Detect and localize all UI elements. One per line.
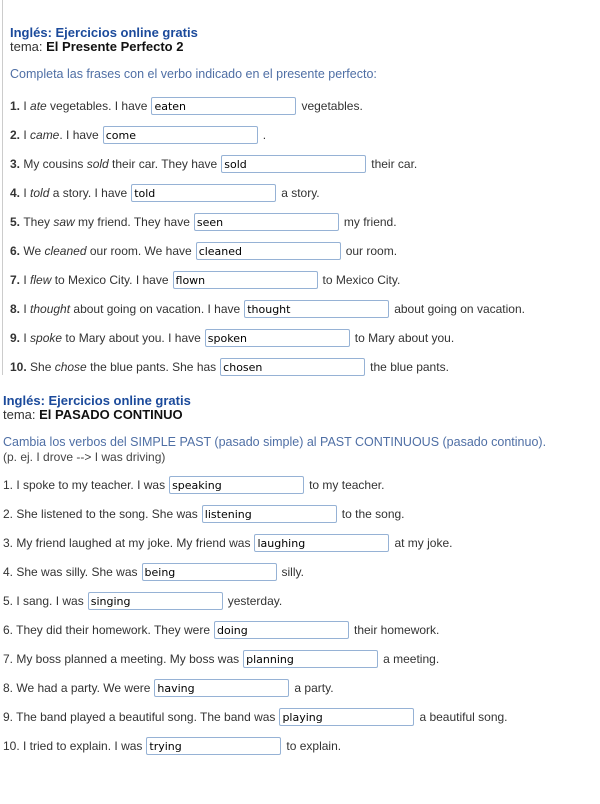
exercise-text: . I have — [59, 128, 99, 143]
exercise-text: I — [23, 331, 31, 346]
exercise-text: to explain. — [286, 739, 342, 754]
exercise-text: to Mexico City. I have — [51, 273, 169, 288]
exercise-text: my friend. — [343, 215, 397, 230]
exercise-row — [3, 621, 600, 640]
exercise-text: cleaned — [44, 244, 87, 259]
exercise-text: I — [23, 128, 31, 143]
answer-input[interactable] — [221, 155, 366, 173]
exercise-text: silly. — [281, 565, 304, 580]
exercise-text: I tried to explain. I was — [23, 739, 143, 754]
exercise-text: flew — [30, 273, 52, 288]
exercise-row — [3, 592, 600, 611]
exercise-text: She — [30, 360, 55, 375]
exercise-text: chose — [54, 360, 87, 375]
exercise-text: a story. I have — [49, 186, 128, 201]
exercise-row — [10, 97, 600, 116]
exercise-text: our room. — [345, 244, 398, 259]
exercise-number: 9. — [3, 710, 17, 725]
exercise-row — [10, 242, 600, 261]
exercise-text: She was silly. She was — [16, 565, 138, 580]
tema-label: tema: — [10, 39, 43, 54]
exercise-text: I spoke to my teacher. I was — [16, 478, 166, 493]
exercise-text: vegetables. I have — [46, 99, 148, 114]
exercise-text: a party. — [294, 681, 334, 696]
section-title: Inglés: Ejercicios online gratis — [10, 25, 198, 40]
exercise-text: told — [30, 186, 50, 201]
answer-input[interactable] — [146, 737, 281, 755]
answer-input[interactable] — [196, 242, 341, 260]
answer-input[interactable] — [214, 621, 349, 639]
exercise-row — [10, 126, 600, 145]
answer-input[interactable] — [279, 708, 414, 726]
exercise-text: to Mary about you. I have — [62, 331, 201, 346]
exercise-row — [10, 300, 600, 319]
exercise-number: 8. — [3, 681, 17, 696]
exercise-number: 8. — [10, 302, 24, 317]
exercise-text: My cousins — [23, 157, 87, 172]
exercise-row — [10, 155, 600, 174]
exercise-row — [10, 358, 600, 377]
exercise-row — [10, 271, 600, 290]
section-pasado-continuo — [3, 394, 600, 756]
exercise-text: . — [262, 128, 267, 143]
answer-input[interactable] — [103, 126, 258, 144]
exercise-text: spoke — [30, 331, 63, 346]
section-presente-perfecto — [10, 26, 600, 377]
exercise-number: 4. — [10, 186, 24, 201]
exercise-text: I — [23, 186, 31, 201]
exercise-row — [10, 213, 600, 232]
exercise-text: yesterday. — [227, 594, 283, 609]
exercise-number: 1. — [3, 478, 17, 493]
exercise-text: my friend. They have — [74, 215, 190, 230]
exercise-text: We — [23, 244, 45, 259]
exercise-text: the blue pants. — [370, 360, 449, 375]
answer-input[interactable] — [131, 184, 276, 202]
exercise-text: a beautiful song. — [419, 710, 508, 725]
exercise-row — [3, 563, 600, 582]
exercise-text: about going on vacation. I have — [70, 302, 241, 317]
exercise-row — [3, 650, 600, 669]
exercise-text: I — [23, 99, 31, 114]
exercise-text: My boss planned a meeting. My boss was — [16, 652, 240, 667]
exercise-list — [3, 476, 600, 756]
exercise-text: their car. They have — [108, 157, 218, 172]
exercise-number: 5. — [3, 594, 17, 609]
tema-value: El PASADO CONTINUO — [39, 407, 183, 422]
exercise-text: We had a party. We were — [16, 681, 151, 696]
exercise-number: 10. — [3, 739, 24, 754]
exercise-text: our room. We have — [86, 244, 192, 259]
answer-input[interactable] — [244, 300, 389, 318]
example-text: (p. ej. I drove --> I was driving) — [3, 450, 166, 464]
exercise-text: a story. — [281, 186, 320, 201]
exercise-text: saw — [53, 215, 75, 230]
exercise-row — [10, 329, 600, 348]
exercise-text: I sang. I was — [16, 594, 84, 609]
exercise-row — [10, 184, 600, 203]
exercise-text: about going on vacation. — [394, 302, 525, 317]
exercise-text: to Mexico City. — [322, 273, 401, 288]
answer-input[interactable] — [88, 592, 223, 610]
tema-label: tema: — [3, 407, 36, 422]
answer-input[interactable] — [220, 358, 365, 376]
exercise-number: 4. — [3, 565, 17, 580]
exercise-text: at my joke. — [394, 536, 453, 551]
exercise-number: 9. — [10, 331, 24, 346]
left-border-divider — [2, 0, 3, 375]
exercise-text: to Mary about you. — [354, 331, 455, 346]
exercise-text: came — [30, 128, 60, 143]
exercise-row — [3, 708, 600, 727]
answer-input[interactable] — [254, 534, 389, 552]
exercise-text: to the song. — [341, 507, 405, 522]
exercise-row — [3, 476, 600, 495]
exercise-text: ate — [30, 99, 47, 114]
answer-input[interactable] — [154, 679, 289, 697]
tema-line — [3, 408, 600, 422]
exercise-text: She listened to the song. She was — [16, 507, 198, 522]
exercise-text: thought — [30, 302, 71, 317]
exercise-row — [3, 505, 600, 524]
answer-input[interactable] — [173, 271, 318, 289]
instruction-text: Completa las frases con el verbo indicado en el presente perfecto: — [10, 67, 377, 81]
answer-input[interactable] — [151, 97, 296, 115]
exercise-text: They did their homework. They were — [16, 623, 210, 638]
exercise-text: They — [23, 215, 54, 230]
exercise-text: I — [23, 273, 31, 288]
exercise-number: 2. — [10, 128, 24, 143]
exercise-number: 2. — [3, 507, 17, 522]
exercise-row — [3, 679, 600, 698]
answer-input[interactable] — [169, 476, 304, 494]
exercise-text: to my teacher. — [309, 478, 385, 493]
exercise-number: 1. — [10, 99, 24, 114]
tema-line — [10, 40, 600, 54]
exercise-text: I — [23, 302, 31, 317]
tema-value: El Presente Perfecto 2 — [46, 39, 184, 54]
exercise-number: 10. — [10, 360, 31, 375]
answer-input[interactable] — [205, 329, 350, 347]
exercise-text: The band played a beautiful song. The band was — [16, 710, 276, 725]
exercise-number: 6. — [3, 623, 17, 638]
section-title: Inglés: Ejercicios online gratis — [3, 393, 191, 408]
exercise-text: their homework. — [354, 623, 440, 638]
instruction-text: Cambia los verbos del SIMPLE PAST (pasado simple) al PAST CONTINUOUS (pasado continuo). — [3, 435, 547, 449]
exercise-row — [3, 737, 600, 756]
exercise-text: a meeting. — [383, 652, 440, 667]
exercise-number: 3. — [10, 157, 24, 172]
exercise-list — [10, 97, 600, 377]
exercise-row — [3, 534, 600, 553]
exercise-number: 5. — [10, 215, 24, 230]
exercise-text: vegetables. — [301, 99, 363, 114]
exercise-text: My friend laughed at my joke. My friend was — [16, 536, 251, 551]
exercise-number: 7. — [3, 652, 17, 667]
answer-input[interactable] — [202, 505, 337, 523]
answer-input[interactable] — [194, 213, 339, 231]
exercise-number: 3. — [3, 536, 17, 551]
answer-input[interactable] — [142, 563, 277, 581]
exercise-text: their car. — [371, 157, 418, 172]
answer-input[interactable] — [243, 650, 378, 668]
exercise-number: 6. — [10, 244, 24, 259]
exercise-number: 7. — [10, 273, 24, 288]
exercise-text: the blue pants. She has — [86, 360, 217, 375]
exercise-text: sold — [86, 157, 109, 172]
